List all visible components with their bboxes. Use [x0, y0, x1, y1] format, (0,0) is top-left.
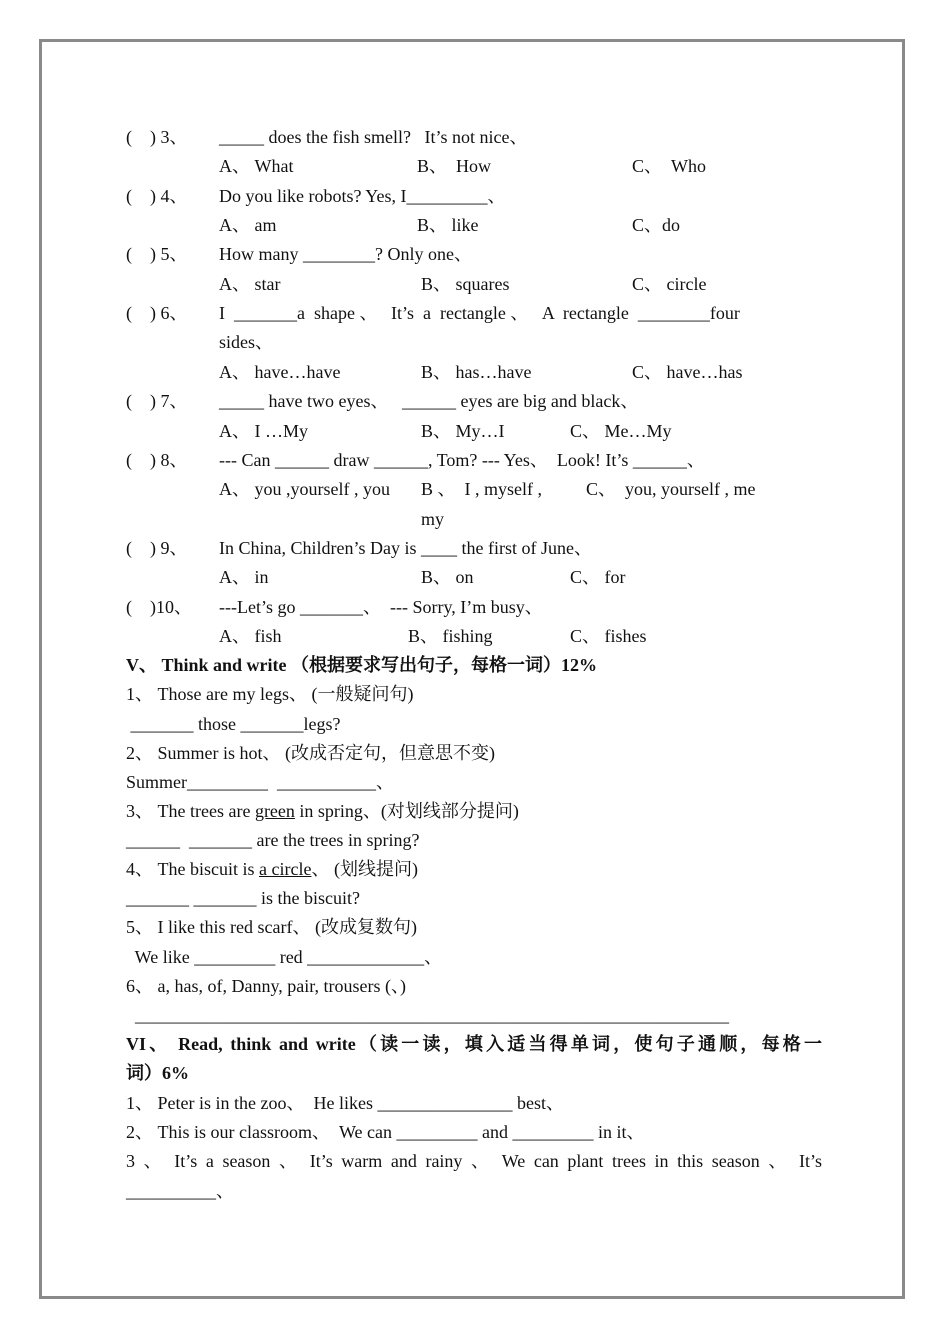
question-number: ( ) 7、: [126, 391, 188, 411]
section-6-item-2: 2、 This is our classroom、 We can _________ and _________ in it、: [126, 1122, 645, 1142]
section-5-item-2-question: 2、 Summer is hot、 (改成否定句，但意思不变): [126, 743, 495, 763]
option-b: B、 like: [417, 215, 479, 235]
section-5-item-6-question: 6、 a, has, of, Danny, pair, trousers (、): [126, 976, 407, 996]
option-b: B 、 I , myself ,: [421, 479, 542, 499]
question-stem: How many ________? Only one、: [219, 244, 472, 264]
question-number: ( ) 3、: [126, 127, 188, 147]
section-5-item-4-question: [126, 858, 418, 880]
section-5-item-6-answer: __________________________________________________________________: [126, 1005, 729, 1025]
section-6-title-continued: 词）6%: [126, 1063, 189, 1083]
option-b: B、 has…have: [421, 362, 532, 382]
option-c: C、 Who: [632, 156, 706, 176]
question-stem: ---Let’s go _______、 --- Sorry, I’m busy、: [219, 597, 543, 617]
option-c: C、 for: [570, 567, 626, 587]
question-text: 3、 The trees are: [126, 801, 255, 821]
section-5-item-1-question: 1、 Those are my legs、 (一般疑问句): [126, 684, 414, 704]
section-5-item-2-answer: Summer_________ ___________、: [126, 772, 394, 792]
question-text: 4、 The biscuit is: [126, 859, 259, 879]
question-number: ( ) 9、: [126, 538, 188, 558]
question-stem: _____ have two eyes、 ______ eyes are big and black、: [219, 391, 639, 411]
section-5-item-5-question: 5、 I like this red scarf、 (改成复数句): [126, 917, 417, 937]
section-5-item-3-question: [126, 800, 519, 822]
section-6-item-3: 3 、 It’s a season 、 It’s warm and rainy 、 We can plant trees in this season 、 It’s: [126, 1151, 822, 1171]
section-6-item-3-continued: __________、: [126, 1181, 234, 1201]
option-a: A、 you ,yourself , you: [219, 479, 390, 499]
question-stem: I _______a shape 、 It’s a rectangle 、 A rectangle ________four: [219, 303, 740, 323]
option-a: A、 star: [219, 274, 281, 294]
section-5-item-5-answer: We like _________ red _____________、: [126, 947, 443, 967]
question-stem: In China, Children’s Day is ____ the first of June、: [219, 538, 592, 558]
option-c: C、 fishes: [570, 626, 647, 646]
section-6-item-1: 1、 Peter is in the zoo、 He likes _______________ best、: [126, 1093, 564, 1113]
question-text: 、 (划线提问): [311, 859, 418, 879]
option-a: A、 am: [219, 215, 277, 235]
option-c: C、do: [632, 215, 681, 235]
section-5-item-4-answer: _______ _______ is the biscuit?: [126, 888, 360, 908]
option-c: C、 circle: [632, 274, 707, 294]
section-5-title: V、 Think and write （根据要求写出句子，每格一词）12%: [126, 655, 598, 675]
question-stem: Do you like robots? Yes, I_________、: [219, 186, 506, 206]
section-6-title: VI、 Read, think and write（读一读，填入适当得单词，使句子通顺，每格一: [126, 1034, 822, 1054]
section-5-item-1-answer: _______ those _______legs?: [126, 714, 341, 734]
question-number: ( ) 4、: [126, 186, 188, 206]
underlined-word: a circle: [259, 859, 312, 879]
option-c: C、 have…has: [632, 362, 743, 382]
option-b: B、 How: [417, 156, 492, 176]
question-stem-continued: sides、: [219, 332, 273, 352]
option-c: C、 Me…My: [570, 421, 672, 441]
question-number: ( ) 6、: [126, 303, 188, 323]
question-number: ( ) 8、: [126, 450, 188, 470]
question-stem: --- Can ______ draw ______, Tom? --- Yes、 Look! It’s ______、: [219, 450, 705, 470]
option-b-continued: my: [421, 509, 445, 529]
option-a: A、 What: [219, 156, 294, 176]
question-number: ( ) 5、: [126, 244, 188, 264]
question-stem: _____ does the fish smell? It’s not nice、: [219, 127, 528, 147]
question-number: ( )10、: [126, 597, 192, 617]
option-b: B、 fishing: [408, 626, 493, 646]
underlined-word: green: [254, 801, 295, 821]
option-b: B、 on: [421, 567, 474, 587]
option-b: B、 My…I: [421, 421, 505, 441]
option-c: C、 you, yourself , me: [586, 479, 756, 499]
option-a: A、 I …My: [219, 421, 308, 441]
question-text: in spring、(对划线部分提问): [294, 801, 519, 821]
option-a: A、 have…have: [219, 362, 341, 382]
section-5-item-3-answer: ______ _______ are the trees in spring?: [126, 830, 420, 850]
option-b: B、 squares: [421, 274, 510, 294]
option-a: A、 fish: [219, 626, 282, 646]
option-a: A、 in: [219, 567, 269, 587]
